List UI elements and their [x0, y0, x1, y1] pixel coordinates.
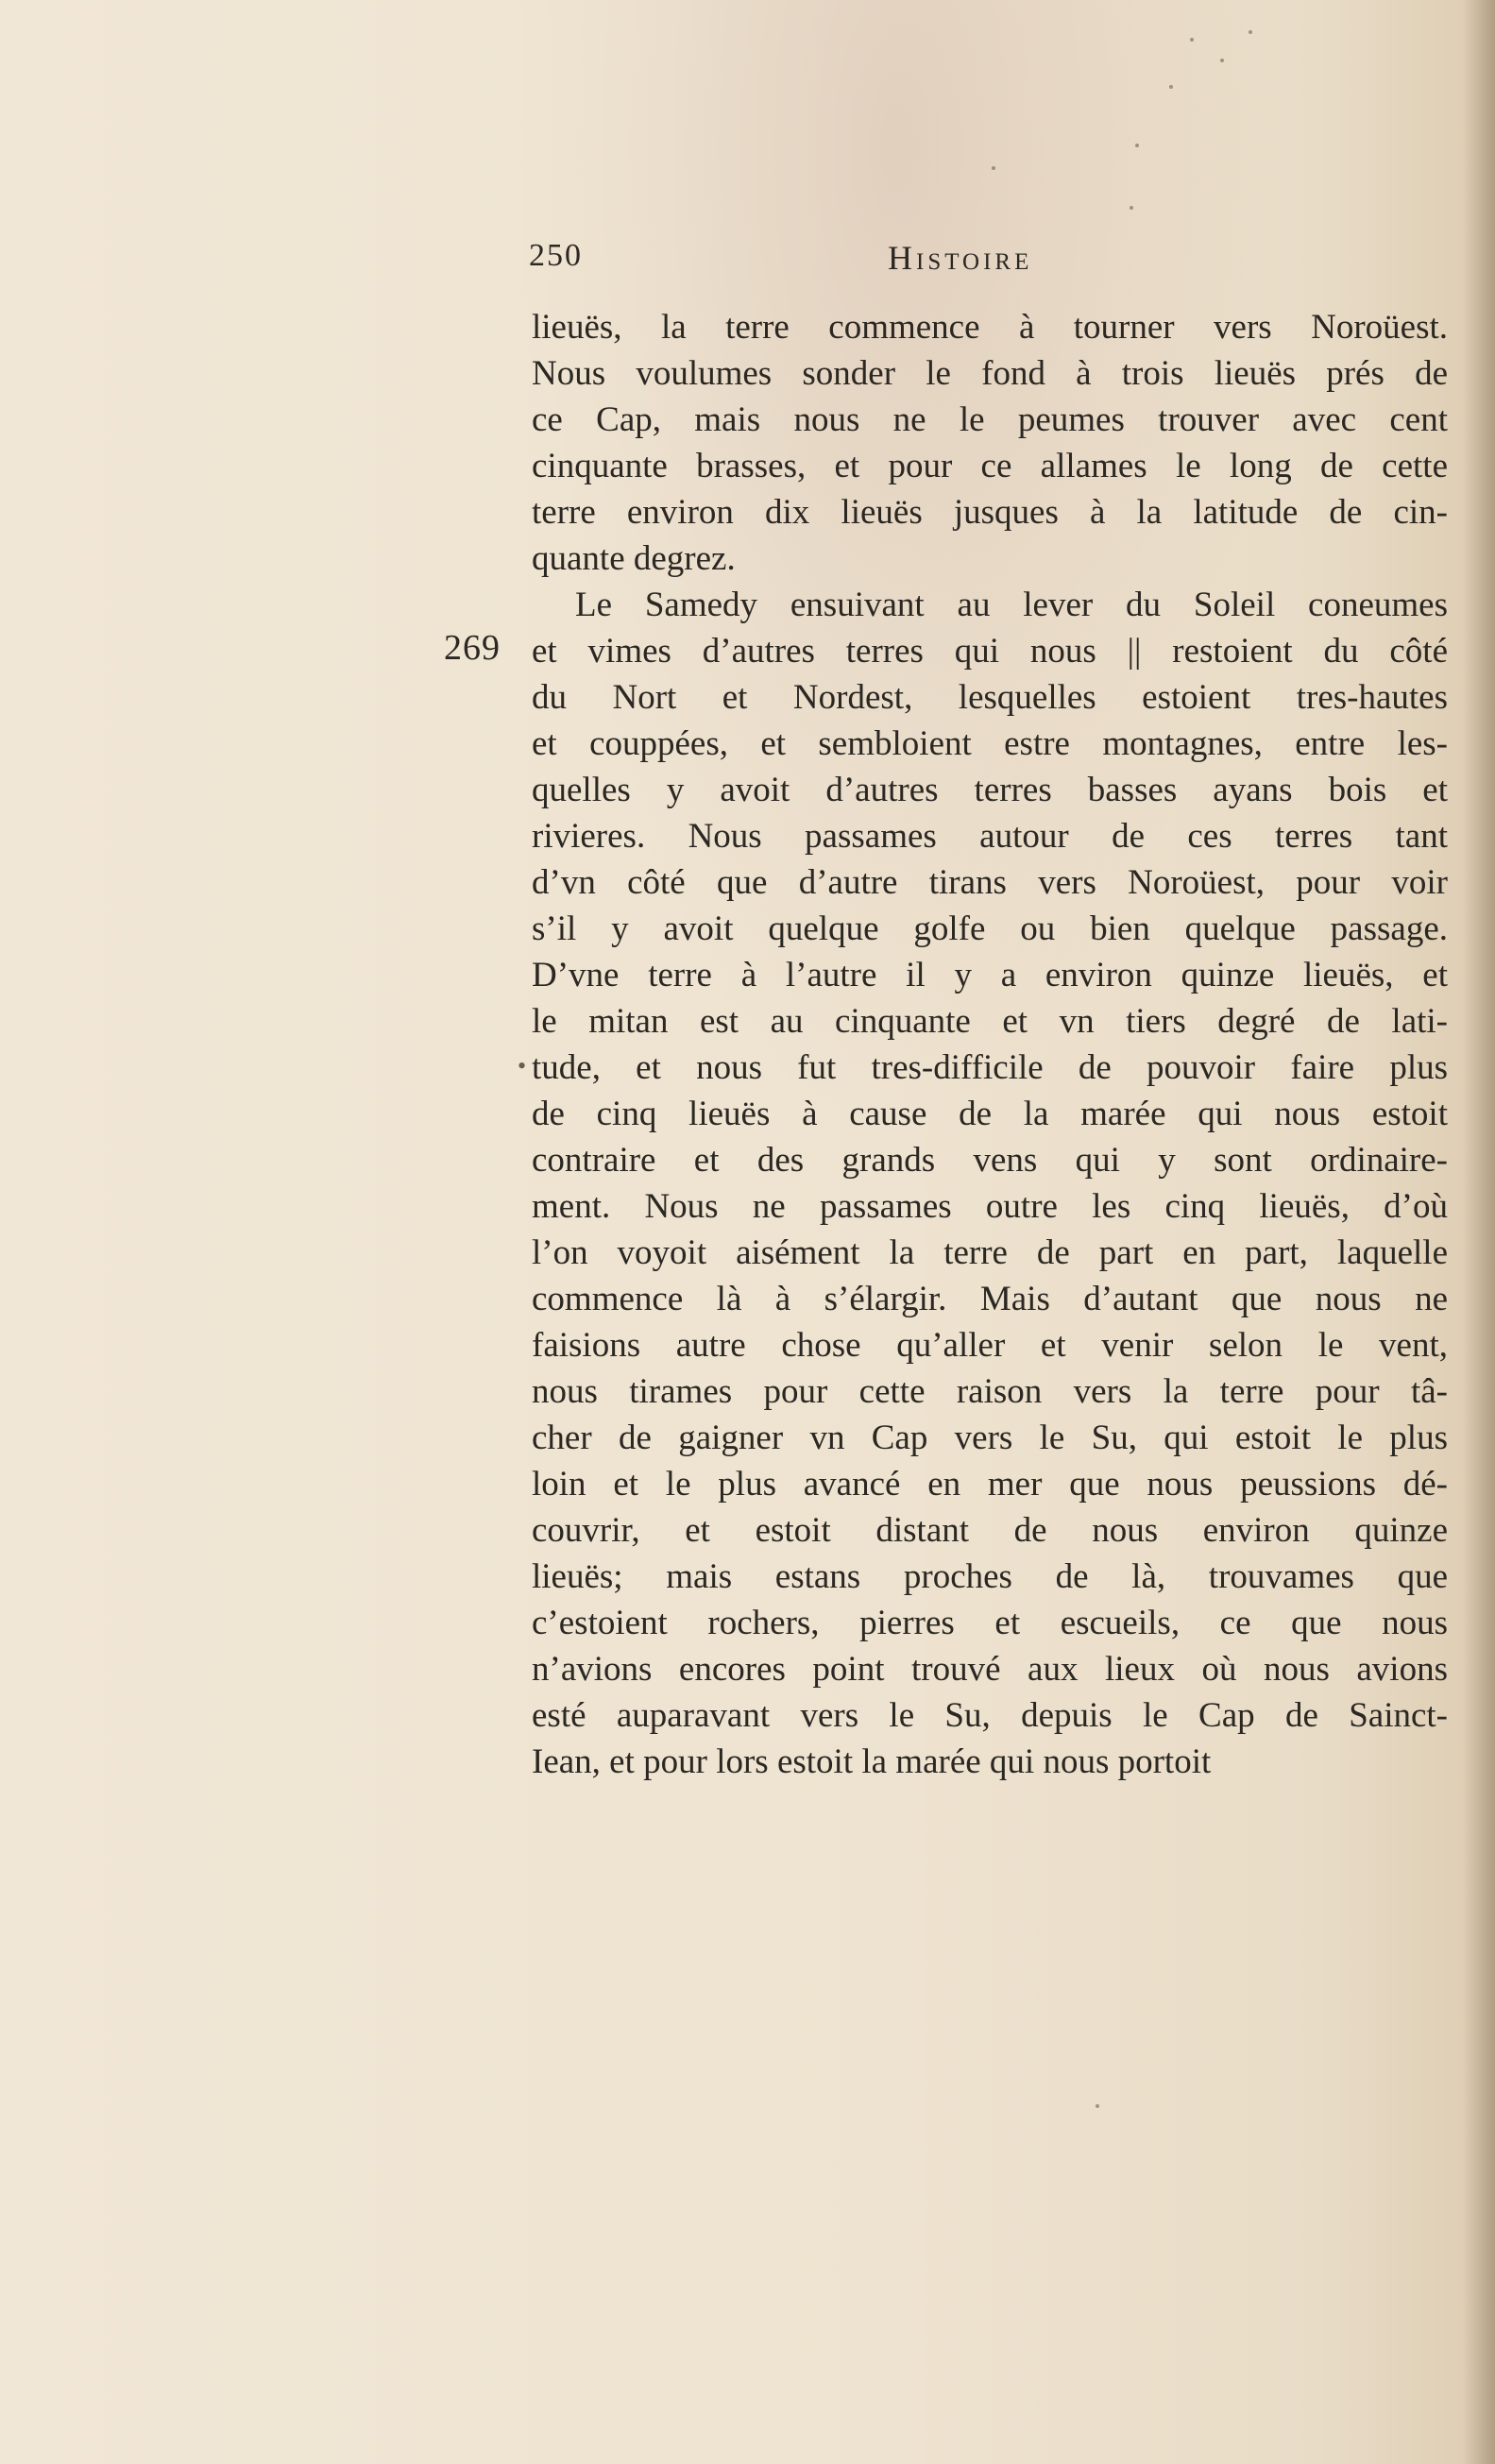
text-line: cher de gaigner vn Cap vers le Su, qui estoit le plus — [532, 1419, 1448, 1457]
margin-line-number: 269 — [444, 628, 501, 668]
text-line: Nous voulumes sonder le fond à trois lieuës prés de — [532, 354, 1448, 393]
text-line: lieuës; mais estans proches de là, trouvames que — [532, 1557, 1448, 1596]
text-line: n’avions encores point trouvé aux lieux où nous avions — [532, 1650, 1448, 1689]
text-line: d’vn côté que d’autre tirans vers Noroüest, pour voir — [532, 863, 1448, 902]
text-line: cinquante brasses, et pour ce allames le long de cette — [532, 447, 1448, 485]
margin-mark: • — [518, 1052, 527, 1079]
paper-speck — [992, 166, 995, 170]
paper-speck — [1220, 59, 1224, 62]
paper-speck — [1249, 30, 1252, 34]
text-line: lieuës, la terre commence à tourner vers Noroüest. — [532, 308, 1448, 347]
text-line: c’estoient rochers, pierres et escueils, ce que nous — [532, 1604, 1448, 1642]
page-number: 250 — [529, 238, 583, 273]
paper-speck — [1130, 206, 1133, 210]
text-line: ce Cap, mais nous ne le peumes trouver avec cent — [532, 400, 1448, 439]
text-line: rivieres. Nous passames autour de ces terres tant — [532, 817, 1448, 856]
text-line: tude, et nous fut tres-difficile de pouvoir faire plus — [532, 1048, 1448, 1087]
text-line: quelles y avoit d’autres terres basses ayans bois et — [532, 771, 1448, 809]
paper-speck — [1135, 144, 1139, 147]
text-line: esté auparavant vers le Su, depuis le Cap de Sainct- — [532, 1696, 1448, 1735]
running-title: Histoire — [888, 239, 1033, 277]
text-line: et couppées, et sembloient estre montagnes, entre les- — [532, 724, 1448, 763]
text-line: et vimes d’autres terres qui nous || restoient du côté — [532, 632, 1448, 671]
paper-speck — [1096, 2104, 1099, 2108]
text-line: D’vne terre à l’autre il y a environ quinze lieuës, et — [532, 956, 1448, 994]
text-line: Le Samedy ensuivant au lever du Soleil coneumes — [575, 586, 1448, 624]
text-line: ment. Nous ne passames outre les cinq lieuës, d’où — [532, 1187, 1448, 1226]
body-text — [532, 304, 1448, 1785]
text-line: commence là à s’élargir. Mais d’autant que nous ne — [532, 1280, 1448, 1318]
paper-speck — [1169, 85, 1173, 89]
binding-shadow — [1463, 0, 1495, 2464]
text-line: du Nort et Nordest, lesquelles estoient tres-hautes — [532, 678, 1448, 717]
text-line: nous tirames pour cette raison vers la terre pour tâ- — [532, 1372, 1448, 1411]
text-line: quante degrez. — [532, 539, 736, 578]
text-line: loin et le plus avancé en mer que nous peussions dé- — [532, 1465, 1448, 1504]
text-line: faisions autre chose qu’aller et venir selon le vent, — [532, 1326, 1448, 1365]
text-line: terre environ dix lieuës jusques à la latitude de cin- — [532, 493, 1448, 532]
text-line: le mitan est au cinquante et vn tiers degré de lati- — [532, 1002, 1448, 1041]
text-line: contraire et des grands vens qui y sont ordinaire- — [532, 1141, 1448, 1180]
text-line: couvrir, et estoit distant de nous environ quinze — [532, 1511, 1448, 1550]
running-head — [529, 238, 1033, 295]
paper-speck — [1190, 38, 1194, 42]
text-line: s’il y avoit quelque golfe ou bien quelque passage. — [532, 909, 1448, 948]
text-line: de cinq lieuës à cause de la marée qui nous estoit — [532, 1095, 1448, 1133]
text-line: Iean, et pour lors estoit la marée qui nous portoit — [532, 1742, 1212, 1781]
text-line: l’on voyoit aisément la terre de part en part, laquelle — [532, 1233, 1448, 1272]
